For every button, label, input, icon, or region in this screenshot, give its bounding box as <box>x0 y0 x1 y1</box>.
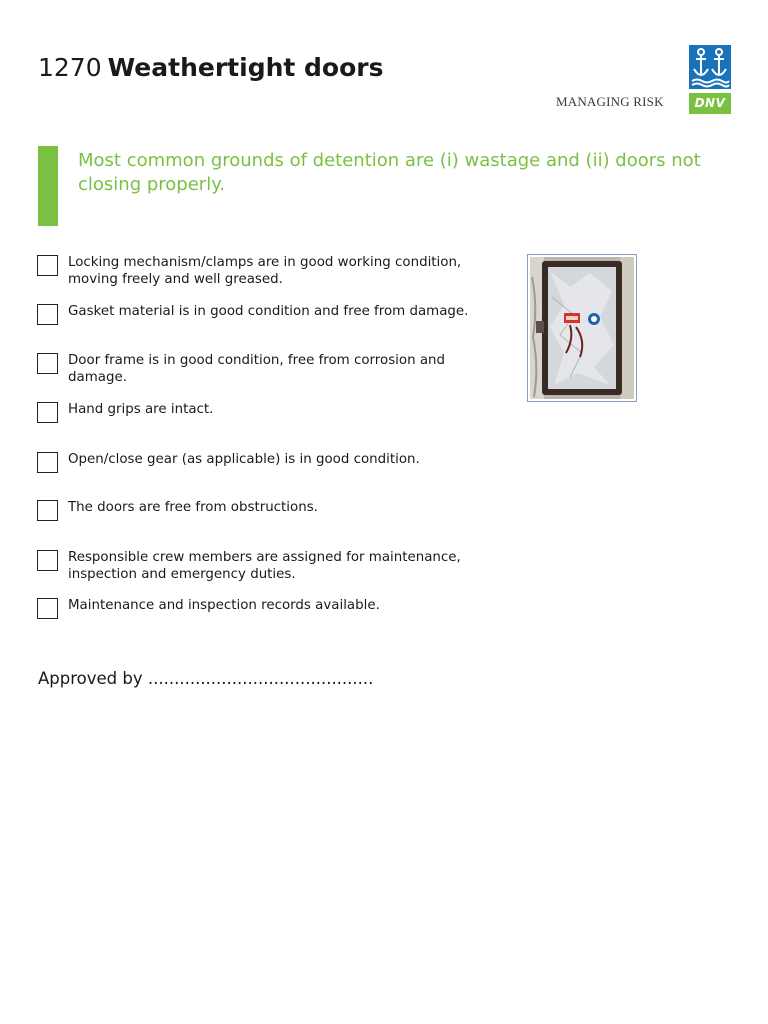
logo-tagline: MANAGING RISK <box>556 94 664 109</box>
checklist-item-label: Open/close gear (as applicable) is in good condition. <box>68 452 420 467</box>
section-number: 1270 <box>38 53 102 82</box>
page-title <box>38 52 384 84</box>
logo-brand: DNV <box>689 93 731 114</box>
checklist-item-label: The doors are free from obstructions. <box>68 500 318 515</box>
checkbox[interactable] <box>37 255 58 276</box>
checkbox[interactable] <box>37 500 58 521</box>
checklist-item-label: Hand grips are intact. <box>68 402 214 417</box>
checklist-item-label: Responsible crew members are assigned for maintenance, inspection and emergency duties. <box>68 550 461 582</box>
checkbox[interactable] <box>37 598 58 619</box>
checkbox[interactable] <box>37 304 58 325</box>
callout-accent-bar <box>38 146 58 226</box>
checklist-item-label: Maintenance and inspection records available. <box>68 598 380 613</box>
detention-callout: Most common grounds of detention are (i) wastage and (ii) doors not closing properly. <box>78 150 701 195</box>
checklist-item-label: Gasket material is in good condition and free from damage. <box>68 304 469 319</box>
checkbox[interactable] <box>37 550 58 571</box>
checkbox[interactable] <box>37 353 58 374</box>
checklist-item-label: Door frame is in good condition, free from corrosion and damage. <box>68 353 446 385</box>
company-logo <box>552 44 734 118</box>
weathertight-door-photo <box>527 254 637 402</box>
checkbox[interactable] <box>37 452 58 473</box>
checklist-item-label: Locking mechanism/clamps are in good working condition, moving freely and well greased. <box>68 255 462 287</box>
section-title: Weathertight doors <box>107 53 384 82</box>
checkbox[interactable] <box>37 402 58 423</box>
approved-by-line: Approved by ........................................... <box>38 669 374 688</box>
ship-emblem-icon <box>689 45 731 89</box>
